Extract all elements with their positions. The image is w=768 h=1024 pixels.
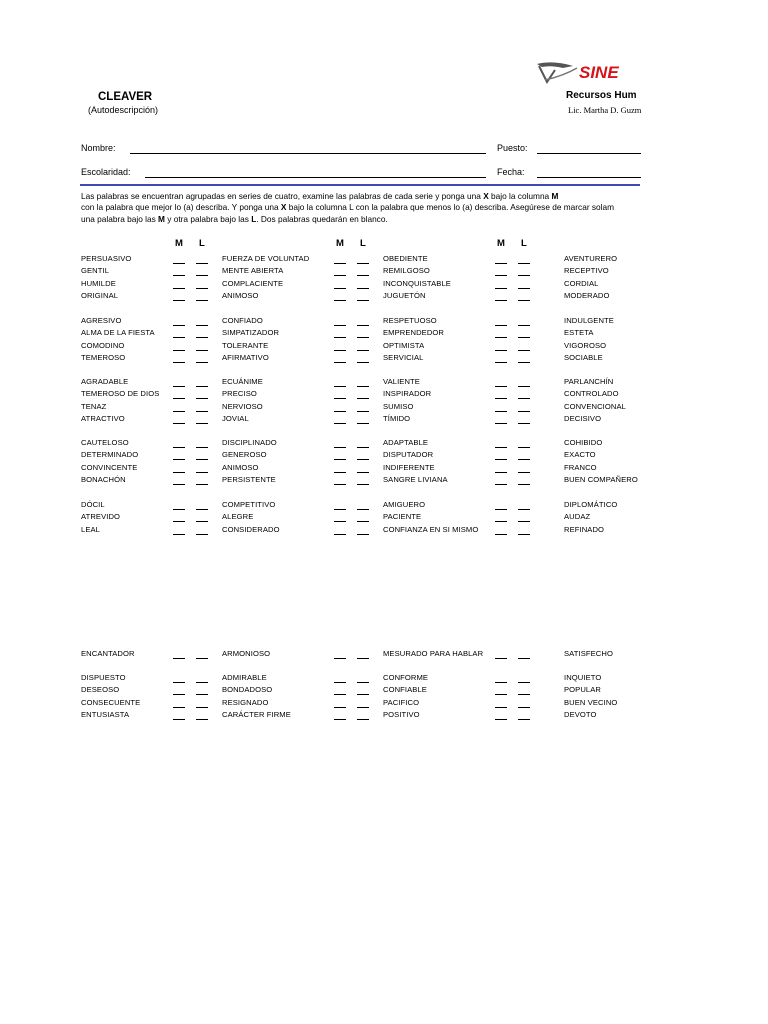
word-label: ORIGINAL	[81, 291, 119, 301]
word-label: MENTE ABIERTA	[222, 266, 284, 276]
word-label: OBEDIENTE	[383, 254, 428, 263]
mark-l-blank[interactable]	[357, 509, 369, 510]
word-label: CONTROLADO	[564, 389, 619, 399]
word-label: SANGRE LIVIANA	[383, 475, 448, 485]
column-l-header: L	[199, 238, 205, 249]
logo-swoosh-icon	[533, 56, 643, 90]
mark-m-blank[interactable]	[495, 300, 507, 301]
word-label: GENTIL	[81, 266, 110, 276]
word-label: SUMISO	[383, 401, 414, 411]
mark-l-blank[interactable]	[518, 386, 530, 387]
mark-m-blank[interactable]	[173, 288, 185, 289]
mark-l-blank[interactable]	[518, 707, 530, 708]
column-l-header: L	[521, 238, 527, 249]
puesto-field[interactable]	[537, 153, 641, 154]
mark-m-blank[interactable]	[495, 411, 507, 412]
mark-l-blank[interactable]	[518, 509, 530, 510]
column-l-header: L	[360, 238, 366, 249]
mark-m-blank[interactable]	[334, 658, 346, 659]
word-label: INDIFERENTE	[383, 462, 435, 472]
mark-m-blank[interactable]	[495, 325, 507, 326]
mark-m-blank[interactable]	[334, 719, 346, 720]
mark-l-blank[interactable]	[357, 694, 369, 695]
word-label: DISPUTADOR	[383, 450, 434, 460]
mark-l-blank[interactable]	[196, 472, 208, 473]
mark-l-blank[interactable]	[357, 472, 369, 473]
mark-l-blank[interactable]	[518, 300, 530, 301]
mark-m-blank[interactable]	[334, 534, 346, 535]
mark-l-blank[interactable]	[196, 337, 208, 338]
word-label: ENTUSIASTA	[81, 710, 130, 720]
mark-l-blank[interactable]	[518, 521, 530, 522]
mark-m-blank[interactable]	[334, 275, 346, 276]
mark-m-blank[interactable]	[173, 362, 185, 363]
mark-l-blank[interactable]	[518, 275, 530, 276]
mark-l-blank[interactable]	[357, 325, 369, 326]
escolaridad-field[interactable]	[145, 177, 486, 178]
mark-m-blank[interactable]	[173, 411, 185, 412]
word-label: ALEGRE	[222, 512, 254, 522]
word-label: VIGOROSO	[564, 340, 607, 350]
word-label: ADMIRABLE	[222, 673, 267, 682]
word-label: ANIMOSO	[222, 291, 259, 301]
word-label: DETERMINADO	[81, 450, 139, 460]
word-label: CORDIAL	[564, 278, 599, 288]
mark-l-blank[interactable]	[196, 658, 208, 659]
word-label: JOVIAL	[222, 414, 249, 424]
word-label: COHIBIDO	[564, 438, 603, 447]
mark-m-blank[interactable]	[334, 707, 346, 708]
escolaridad-label: Escolaridad:	[81, 167, 131, 177]
mark-l-blank[interactable]	[357, 288, 369, 289]
word-label: CAUTELOSO	[81, 438, 129, 447]
mark-m-blank[interactable]	[495, 288, 507, 289]
mark-l-blank[interactable]	[196, 447, 208, 448]
word-label: CONVINCENTE	[81, 462, 138, 472]
word-label: DISPUESTO	[81, 673, 126, 682]
mark-l-blank[interactable]	[518, 325, 530, 326]
mark-l-blank[interactable]	[518, 719, 530, 720]
mark-l-blank[interactable]	[357, 362, 369, 363]
mark-l-blank[interactable]	[196, 275, 208, 276]
mark-m-blank[interactable]	[334, 386, 346, 387]
word-label: CONFIABLE	[383, 685, 427, 695]
mark-m-blank[interactable]	[334, 325, 346, 326]
word-label: BUEN VECINO	[564, 697, 618, 707]
section-divider	[80, 184, 640, 186]
mark-l-blank[interactable]	[196, 694, 208, 695]
mark-l-blank[interactable]	[357, 658, 369, 659]
nombre-label: Nombre:	[81, 143, 116, 153]
word-label: SATISFECHO	[564, 649, 613, 658]
word-label: CONVENCIONAL	[564, 401, 626, 411]
mark-l-blank[interactable]	[196, 300, 208, 301]
mark-m-blank[interactable]	[334, 447, 346, 448]
word-label: POPULAR	[564, 685, 601, 695]
mark-m-blank[interactable]	[495, 484, 507, 485]
word-label: CONSECUENTE	[81, 697, 141, 707]
mark-l-blank[interactable]	[518, 288, 530, 289]
mark-m-blank[interactable]	[334, 263, 346, 264]
mark-l-blank[interactable]	[196, 423, 208, 424]
mark-m-blank[interactable]	[334, 362, 346, 363]
word-label: AVENTURERO	[564, 254, 618, 263]
mark-m-blank[interactable]	[334, 694, 346, 695]
word-label: GENEROSO	[222, 450, 267, 460]
word-label: DIPLOMÁTICO	[564, 500, 618, 509]
word-label: PRECISO	[222, 389, 257, 399]
mark-l-blank[interactable]	[357, 707, 369, 708]
word-label: VALIENTE	[383, 377, 420, 386]
mark-m-blank[interactable]	[334, 337, 346, 338]
word-label: PACIFICO	[383, 697, 420, 707]
mark-m-blank[interactable]	[173, 694, 185, 695]
mark-m-blank[interactable]	[173, 658, 185, 659]
mark-m-blank[interactable]	[173, 509, 185, 510]
mark-m-blank[interactable]	[173, 275, 185, 276]
mark-l-blank[interactable]	[196, 386, 208, 387]
word-label: TENAZ	[81, 401, 107, 411]
word-label: FRANCO	[564, 462, 597, 472]
word-label: TEMEROSO DE DIOS	[81, 389, 160, 399]
word-label: HUMILDE	[81, 278, 116, 288]
mark-l-blank[interactable]	[357, 447, 369, 448]
mark-m-blank[interactable]	[495, 719, 507, 720]
form-subtitle: (Autodescripción)	[88, 105, 159, 115]
mark-l-blank[interactable]	[518, 472, 530, 473]
puesto-label: Puesto:	[497, 143, 528, 153]
mark-m-blank[interactable]	[334, 423, 346, 424]
mark-l-blank[interactable]	[196, 534, 208, 535]
word-label: ATREVIDO	[81, 512, 121, 522]
word-label: CONFIADO	[222, 316, 263, 325]
mark-l-blank[interactable]	[196, 398, 208, 399]
mark-l-blank[interactable]	[518, 362, 530, 363]
word-label: LEAL	[81, 524, 100, 534]
mark-m-blank[interactable]	[495, 459, 507, 460]
word-label: INSPIRADOR	[383, 389, 432, 399]
mark-l-blank[interactable]	[518, 263, 530, 264]
mark-l-blank[interactable]	[518, 423, 530, 424]
mark-m-blank[interactable]	[334, 288, 346, 289]
mark-m-blank[interactable]	[173, 707, 185, 708]
word-label: CONFORME	[383, 673, 429, 682]
mark-l-blank[interactable]	[196, 459, 208, 460]
word-label: TEMEROSO	[81, 353, 126, 363]
mark-m-blank[interactable]	[495, 694, 507, 695]
mark-l-blank[interactable]	[518, 350, 530, 351]
mark-m-blank[interactable]	[173, 398, 185, 399]
mark-l-blank[interactable]	[518, 337, 530, 338]
word-label: DESEOSO	[81, 685, 120, 695]
word-label: SERVICIAL	[383, 353, 424, 363]
word-label: INCONQUISTABLE	[383, 278, 451, 288]
mark-l-blank[interactable]	[518, 447, 530, 448]
word-label: ENCANTADOR	[81, 649, 135, 658]
word-label: FUERZA DE VOLUNTAD	[222, 254, 310, 263]
mark-m-blank[interactable]	[495, 509, 507, 510]
word-label: MODERADO	[564, 291, 610, 301]
word-label: RESPETUOSO	[383, 316, 437, 325]
word-label: PARLANCHÍN	[564, 377, 614, 386]
mark-l-blank[interactable]	[357, 337, 369, 338]
word-label: SOCIABLE	[564, 353, 603, 363]
mark-m-blank[interactable]	[495, 707, 507, 708]
word-label: OPTIMISTA	[383, 340, 425, 350]
form-title: CLEAVER	[98, 91, 153, 103]
mark-m-blank[interactable]	[495, 263, 507, 264]
mark-m-blank[interactable]	[173, 521, 185, 522]
mark-m-blank[interactable]	[173, 719, 185, 720]
word-label: RECEPTIVO	[564, 266, 609, 276]
word-label: DEVOTO	[564, 710, 597, 720]
mark-l-blank[interactable]	[196, 411, 208, 412]
logo-text: SINE	[579, 63, 619, 82]
mark-m-blank[interactable]	[334, 682, 346, 683]
mark-l-blank[interactable]	[357, 534, 369, 535]
word-label: PACIENTE	[383, 512, 422, 522]
mark-l-blank[interactable]	[196, 350, 208, 351]
word-label: REMILGOSO	[383, 266, 430, 276]
word-label: SIMPATIZADOR	[222, 328, 280, 338]
mark-m-blank[interactable]	[173, 472, 185, 473]
mark-l-blank[interactable]	[196, 325, 208, 326]
mark-m-blank[interactable]	[173, 534, 185, 535]
mark-m-blank[interactable]	[173, 447, 185, 448]
word-label: MESURADO PARA HABLAR	[383, 649, 484, 658]
word-label: ADAPTABLE	[383, 438, 429, 447]
mark-m-blank[interactable]	[495, 682, 507, 683]
mark-l-blank[interactable]	[518, 658, 530, 659]
mark-m-blank[interactable]	[173, 350, 185, 351]
mark-m-blank[interactable]	[334, 411, 346, 412]
word-label: CONSIDERADO	[222, 524, 280, 534]
mark-m-blank[interactable]	[495, 398, 507, 399]
word-label: DECISIVO	[564, 414, 602, 424]
instructions-text: Las palabras se encuentran agrupadas en series de cuatro, examine las palabras de cada serie y ponga una X bajo la columna M con la palabra que mejor lo (a) describa. Y ponga una X bajo la columna L con la palabra que menos lo (a) describa. Asegúrese de marcar solam una palabra bajo las M y otra palabra bajo las L. Dos palabras quedarán en blanco.	[81, 191, 615, 224]
mark-l-blank[interactable]	[357, 459, 369, 460]
mark-m-blank[interactable]	[495, 447, 507, 448]
nombre-field[interactable]	[130, 153, 486, 154]
word-label: PERSUASIVO	[81, 254, 132, 263]
word-label: AGRADABLE	[81, 377, 129, 386]
word-label: DISCIPLINADO	[222, 438, 277, 447]
word-label: ANIMOSO	[222, 462, 259, 472]
mark-l-blank[interactable]	[357, 350, 369, 351]
mark-m-blank[interactable]	[495, 472, 507, 473]
mark-m-blank[interactable]	[334, 472, 346, 473]
word-label: TOLERANTE	[222, 340, 269, 350]
word-label: POSITIVO	[383, 710, 420, 720]
mark-m-blank[interactable]	[173, 300, 185, 301]
fecha-field[interactable]	[537, 177, 641, 178]
mark-m-blank[interactable]	[334, 300, 346, 301]
mark-m-blank[interactable]	[334, 521, 346, 522]
word-label: ARMONIOSO	[222, 649, 271, 658]
word-label: ESTETA	[564, 328, 594, 338]
word-label: ECUÁNIME	[222, 377, 263, 386]
word-label: AMIGUERO	[383, 500, 426, 509]
word-label: ALMA DE LA FIESTA	[81, 328, 155, 338]
word-label: COMPLACIENTE	[222, 278, 284, 288]
column-m-header: M	[175, 238, 183, 249]
mark-l-blank[interactable]	[196, 362, 208, 363]
mark-m-blank[interactable]	[173, 337, 185, 338]
mark-l-blank[interactable]	[357, 484, 369, 485]
word-label: RESIGNADO	[222, 697, 269, 707]
word-label: AUDAZ	[564, 512, 591, 522]
mark-m-blank[interactable]	[173, 682, 185, 683]
column-m-header: M	[336, 238, 344, 249]
word-label: INQUIETO	[564, 673, 602, 682]
word-label: AFIRMATIVO	[222, 353, 269, 363]
mark-l-blank[interactable]	[357, 386, 369, 387]
mark-m-blank[interactable]	[495, 423, 507, 424]
mark-l-blank[interactable]	[518, 694, 530, 695]
mark-m-blank[interactable]	[334, 509, 346, 510]
mark-l-blank[interactable]	[196, 263, 208, 264]
word-label: COMPETITIVO	[222, 500, 276, 509]
mark-m-blank[interactable]	[173, 484, 185, 485]
word-label: ATRACTIVO	[81, 414, 125, 424]
mark-m-blank[interactable]	[334, 398, 346, 399]
word-label: BONDADOSO	[222, 685, 273, 695]
mark-l-blank[interactable]	[196, 682, 208, 683]
mark-m-blank[interactable]	[173, 263, 185, 264]
mark-m-blank[interactable]	[173, 459, 185, 460]
mark-m-blank[interactable]	[495, 386, 507, 387]
mark-m-blank[interactable]	[495, 658, 507, 659]
column-m-header: M	[497, 238, 505, 249]
mark-l-blank[interactable]	[196, 484, 208, 485]
fecha-label: Fecha:	[497, 167, 525, 177]
mark-m-blank[interactable]	[334, 350, 346, 351]
mark-l-blank[interactable]	[357, 411, 369, 412]
mark-l-blank[interactable]	[518, 398, 530, 399]
mark-m-blank[interactable]	[495, 521, 507, 522]
responsible-name: Lic. Martha D. Guzm	[568, 105, 642, 115]
mark-l-blank[interactable]	[518, 484, 530, 485]
word-label: AGRESIVO	[81, 316, 122, 325]
word-label: BONACHÓN	[81, 475, 126, 485]
mark-l-blank[interactable]	[196, 719, 208, 720]
mark-m-blank[interactable]	[334, 484, 346, 485]
word-label: NERVIOSO	[222, 401, 263, 411]
word-label: DÓCIL	[81, 500, 105, 509]
mark-m-blank[interactable]	[495, 534, 507, 535]
mark-l-blank[interactable]	[357, 719, 369, 720]
mark-m-blank[interactable]	[173, 325, 185, 326]
mark-l-blank[interactable]	[357, 398, 369, 399]
word-label: JUGUETÓN	[383, 291, 426, 301]
mark-l-blank[interactable]	[518, 411, 530, 412]
mark-l-blank[interactable]	[518, 459, 530, 460]
word-label: CARÁCTER FIRME	[222, 710, 291, 720]
mark-m-blank[interactable]	[334, 459, 346, 460]
mark-m-blank[interactable]	[495, 350, 507, 351]
mark-l-blank[interactable]	[357, 682, 369, 683]
word-label: PERSISTENTE	[222, 475, 276, 485]
mark-m-blank[interactable]	[495, 275, 507, 276]
word-label: EMPRENDEDOR	[383, 328, 445, 338]
mark-l-blank[interactable]	[357, 263, 369, 264]
mark-l-blank[interactable]	[357, 521, 369, 522]
mark-m-blank[interactable]	[173, 386, 185, 387]
mark-l-blank[interactable]	[196, 521, 208, 522]
mark-m-blank[interactable]	[495, 337, 507, 338]
mark-l-blank[interactable]	[518, 534, 530, 535]
department-label: Recursos Hum	[566, 90, 637, 101]
mark-m-blank[interactable]	[173, 423, 185, 424]
word-label: BUEN COMPAÑERO	[564, 475, 638, 485]
word-label: EXACTO	[564, 450, 596, 460]
mark-l-blank[interactable]	[357, 300, 369, 301]
mark-l-blank[interactable]	[357, 423, 369, 424]
mark-l-blank[interactable]	[196, 288, 208, 289]
sine-logo	[533, 56, 643, 90]
word-label: CONFIANZA EN SI MISMO	[383, 524, 479, 534]
word-label: TÍMIDO	[383, 414, 411, 424]
mark-l-blank[interactable]	[196, 707, 208, 708]
mark-l-blank[interactable]	[518, 682, 530, 683]
word-label: REFINADO	[564, 524, 605, 534]
mark-l-blank[interactable]	[196, 509, 208, 510]
word-label: INDULGENTE	[564, 316, 614, 325]
mark-l-blank[interactable]	[357, 275, 369, 276]
word-label: COMODINO	[81, 340, 125, 350]
mark-m-blank[interactable]	[495, 362, 507, 363]
